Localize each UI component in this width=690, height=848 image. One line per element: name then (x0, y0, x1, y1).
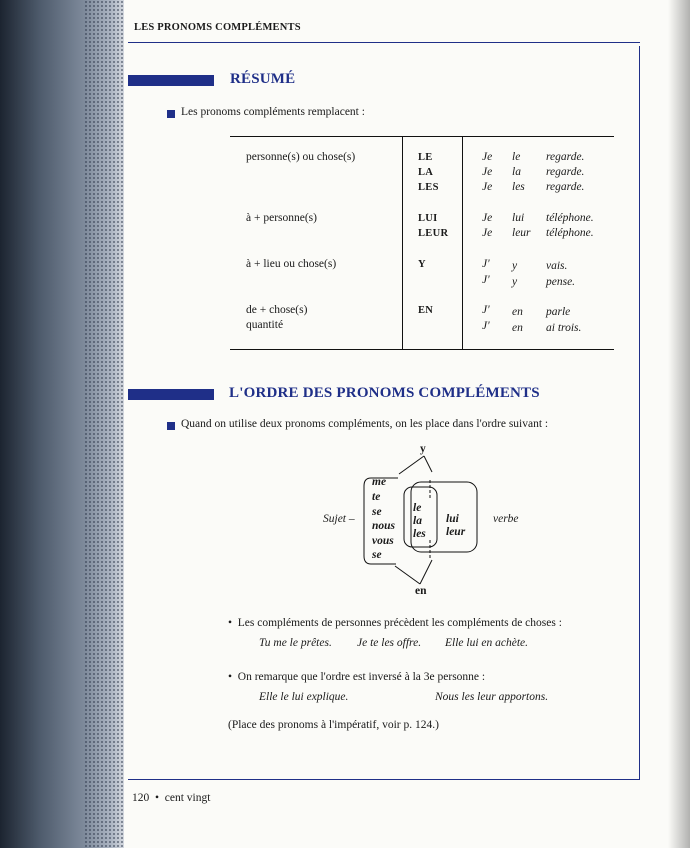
diagram-subject: Sujet – (323, 513, 355, 525)
row1-subject: Je (482, 166, 493, 178)
example-3: Elle lui en achète. (445, 637, 529, 649)
diagram-y: y (420, 443, 426, 455)
diagram-group1-item: me (372, 476, 387, 488)
row4-pronoun: EN (418, 305, 434, 316)
row1-verb: regarde. (546, 166, 585, 178)
row1-verb: regarde. (546, 181, 585, 193)
row2-subject: Je (482, 212, 493, 224)
section-title-ordre: L'ORDRE DES PRONOMS COMPLÉMENTS (229, 385, 540, 401)
diagram-group1-item: se (372, 506, 382, 518)
row3-verb: vais. (546, 260, 568, 272)
row4-verb: ai trois. (546, 322, 582, 334)
row4-subject: J' (482, 320, 490, 332)
row4-desc: quantité (246, 319, 284, 331)
row2-subject: Je (482, 227, 493, 239)
row1-pronoun: LES (418, 182, 439, 193)
row2-object: lui (512, 212, 525, 224)
diagram-group3-item: leur (446, 526, 466, 538)
row2-verb: téléphone. (546, 227, 594, 239)
diagram-group2-item: le (413, 502, 422, 514)
page-number-words: cent vingt (164, 792, 211, 804)
running-header: LES PRONOMS COMPLÉMENTS (134, 22, 301, 33)
row2-desc: à + personne(s) (246, 212, 317, 224)
diagram-group1-item: se (372, 549, 382, 561)
row4-verb: parle (546, 306, 571, 318)
footer-bullet: • (152, 792, 162, 804)
row4-subject: J' (482, 304, 490, 316)
row4-desc: de + chose(s) (246, 304, 308, 316)
page-number: 120 (132, 792, 150, 804)
imperative-note: (Place des pronoms à l'impératif, voir p. 124.) (228, 719, 439, 731)
example-5: Nous les leur apportons. (435, 691, 549, 703)
row1-object: les (512, 181, 525, 193)
row3-verb: pense. (546, 276, 576, 288)
example-1: Tu me le prêtes. (259, 637, 332, 649)
row1-pronoun: LA (418, 167, 434, 178)
row2-verb: téléphone. (546, 212, 594, 224)
diagram-group2-item: la (413, 515, 422, 527)
row1-object: le (512, 151, 521, 163)
row1-pronoun: LE (418, 152, 433, 163)
diagram-group1-item: vous (372, 535, 394, 547)
row3-pronoun: Y (418, 259, 426, 270)
row3-subject: J' (482, 274, 490, 286)
row1-subject: Je (482, 181, 493, 193)
diagram-en: en (415, 585, 427, 597)
example-4: Elle le lui explique. (259, 691, 349, 703)
rule-1: • Les compléments de personnes précèdent les compléments de choses : (228, 617, 562, 629)
row4-object: en (512, 322, 523, 334)
row3-object: y (512, 260, 518, 272)
row1-verb: regarde. (546, 151, 585, 163)
row4-object: en (512, 306, 523, 318)
row1-object: la (512, 166, 521, 178)
diagram-group1-item: nous (372, 520, 396, 532)
diagram-group3-item: lui (446, 513, 459, 525)
resume-intro: Les pronoms compléments remplacent : (181, 106, 365, 118)
row3-subject: J' (482, 258, 490, 270)
row2-pronoun: LUI (418, 213, 438, 224)
row1-desc: personne(s) ou chose(s) (246, 151, 356, 163)
row2-object: leur (512, 227, 531, 239)
row2-pronoun: LEUR (418, 228, 449, 239)
rule-1-text: Les compléments de personnes précèdent les compléments de choses : (237, 617, 562, 629)
diagram-group1-item: te (372, 491, 381, 503)
section-title-resume: RÉSUMÉ (230, 71, 296, 87)
row3-desc: à + lieu ou chose(s) (246, 258, 337, 270)
ordre-intro: Quand on utilise deux pronoms compléments, on les place dans l'ordre suivant : (181, 418, 549, 430)
row1-subject: Je (482, 151, 493, 163)
example-2: Je te les offre. (357, 637, 422, 649)
rule-2-text: On remarque que l'ordre est inversé à la 3e personne : (237, 671, 486, 683)
diagram-group2-item: les (413, 528, 426, 540)
rule-2: • On remarque que l'ordre est inversé à la 3e personne : (228, 671, 486, 683)
page-footer (132, 792, 210, 804)
diagram-verb: verbe (493, 513, 519, 525)
row3-object: y (512, 276, 518, 288)
